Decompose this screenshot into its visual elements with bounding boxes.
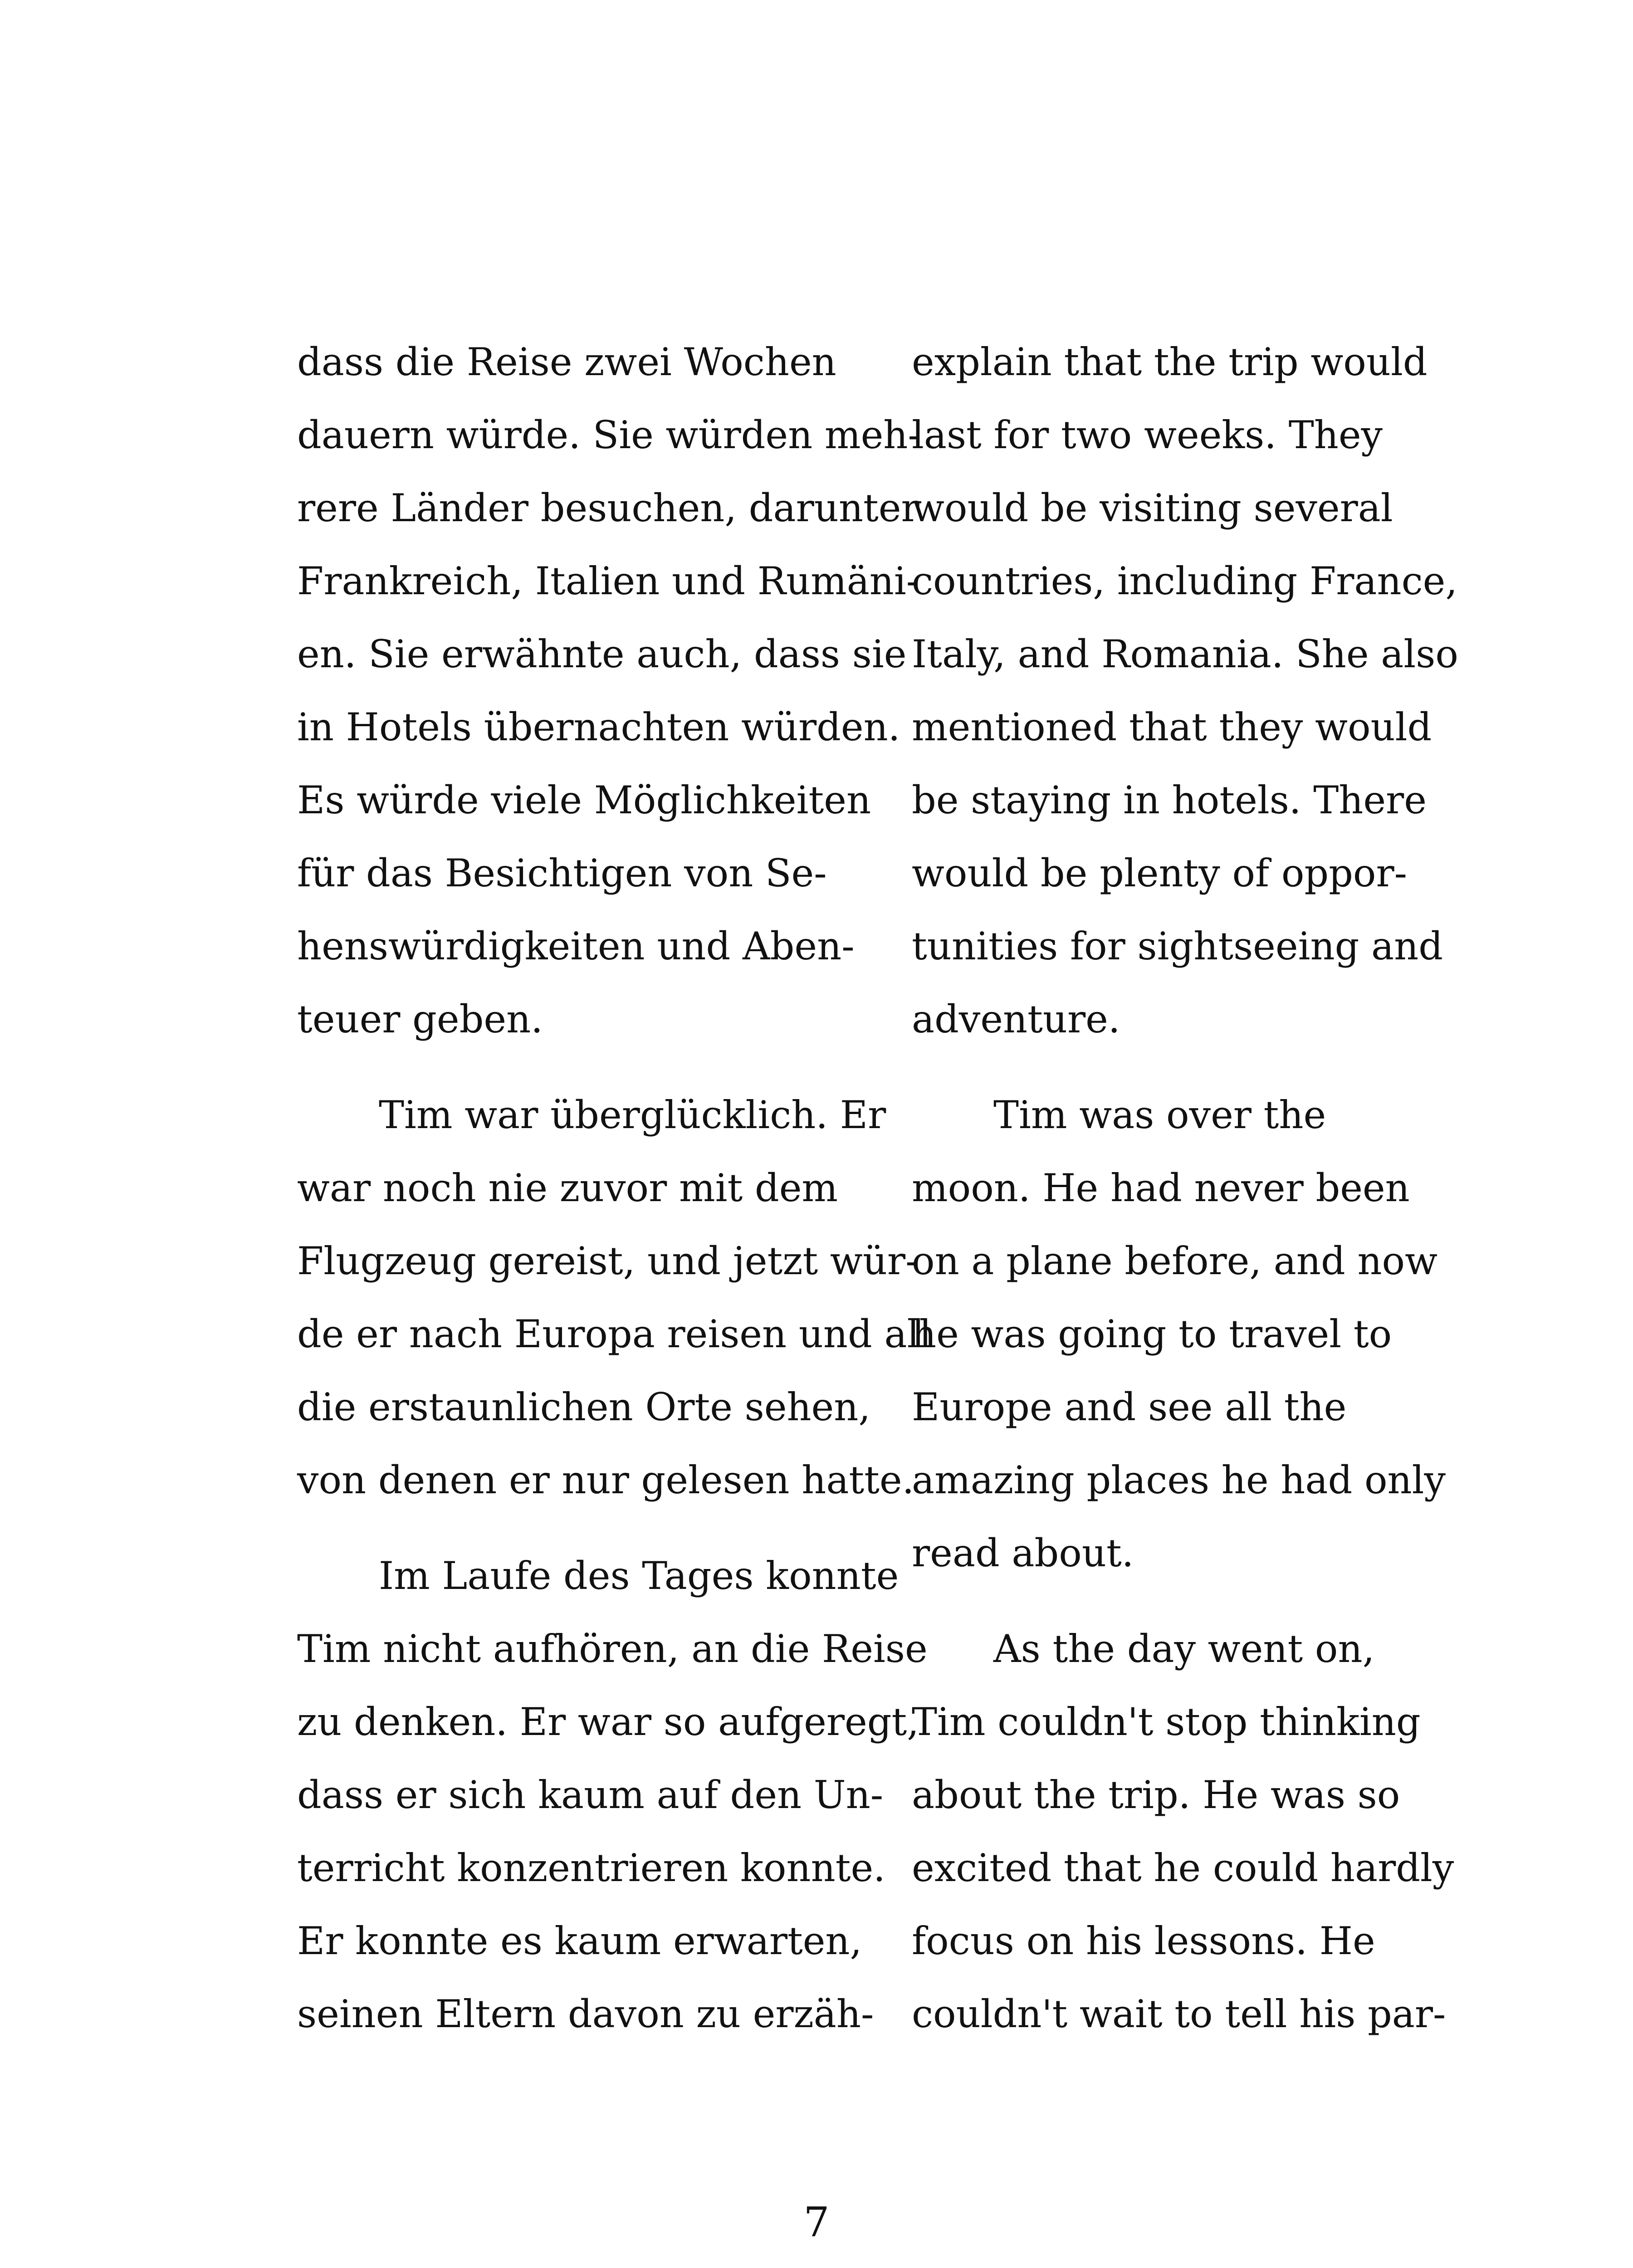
- text-line: Tim couldn't stop thinking: [912, 1700, 1421, 1744]
- text-line: Europe and see all the: [912, 1385, 1347, 1429]
- english-paragraph: [912, 1079, 1497, 1590]
- text-line: in Hotels übernachten würden.: [297, 705, 900, 749]
- text-line: moon. He had never been: [912, 1166, 1410, 1210]
- text-line: de er nach Europa reisen und all: [297, 1312, 932, 1356]
- text-line: Im Laufe des Tages konnte: [379, 1554, 899, 1598]
- text-line: teuer geben.: [297, 997, 543, 1041]
- bat-icon: [764, 2261, 946, 2268]
- text-line: Flugzeug gereist, und jetzt wür-: [297, 1239, 919, 1283]
- text-line: zu denken. Er war so aufgeregt,: [297, 1700, 919, 1744]
- text-line: henswürdigkeiten und Aben-: [297, 924, 855, 968]
- text-line: last for two weeks. They: [912, 413, 1383, 457]
- text-line: couldn't wait to tell his par-: [912, 1992, 1446, 2036]
- text-line: en. Sie erwähnte auch, dass sie: [297, 632, 907, 676]
- text-line: mentioned that they would: [912, 705, 1432, 749]
- text-line: As the day went on,: [993, 1627, 1375, 1671]
- text-line: excited that he could hardly: [912, 1846, 1454, 1890]
- text-line: focus on his lessons. He: [912, 1919, 1375, 1963]
- text-line: von denen er nur gelesen hatte.: [297, 1458, 914, 1502]
- text-line: explain that the trip would: [912, 340, 1428, 384]
- german-text-column: [297, 326, 932, 2073]
- text-line: Tim nicht aufhören, an die Reise: [297, 1627, 928, 1671]
- text-line: rere Länder besuchen, darunter: [297, 486, 919, 530]
- text-line: terricht konzentrieren konnte.: [297, 1846, 885, 1890]
- text-line: dauern würde. Sie würden meh-: [297, 413, 921, 457]
- text-line: dass die Reise zwei Wochen: [297, 340, 836, 384]
- text-line: be staying in hotels. There: [912, 778, 1427, 822]
- text-line: die erstaunlichen Orte sehen,: [297, 1385, 871, 1429]
- text-line: he was going to travel to: [912, 1312, 1392, 1356]
- text-line: adventure.: [912, 997, 1120, 1041]
- english-text-column: [912, 326, 1497, 2073]
- text-line: countries, including France,: [912, 559, 1458, 603]
- german-paragraph: [297, 326, 921, 1056]
- text-line: für das Besichtigen von Se-: [297, 851, 827, 895]
- english-paragraph: [912, 1613, 1497, 2051]
- text-line: amazing places he had only: [912, 1458, 1446, 1502]
- text-line: tunities for sightseeing and: [912, 924, 1443, 968]
- page-number: 7: [803, 2199, 830, 2246]
- german-paragraph: [297, 1540, 928, 2051]
- text-line: dass er sich kaum auf den Un-: [297, 1773, 884, 1817]
- german-paragraph: [297, 1079, 932, 1517]
- text-line: Frankreich, Italien und Rumäni-: [297, 559, 919, 603]
- text-line: Er konnte es kaum erwarten,: [297, 1919, 862, 1963]
- text-line: about the trip. He was so: [912, 1773, 1400, 1817]
- text-line: Tim war überglücklich. Er: [379, 1093, 886, 1137]
- text-line: would be visiting several: [912, 486, 1393, 530]
- text-line: Es würde viele Möglichkeiten: [297, 778, 871, 822]
- text-line: Tim was over the: [993, 1093, 1326, 1137]
- text-line: war noch nie zuvor mit dem: [297, 1166, 838, 1210]
- text-line: read about.: [912, 1531, 1134, 1575]
- text-line: on a plane before, and now: [912, 1239, 1438, 1283]
- text-line: would be plenty of oppor-: [912, 851, 1408, 895]
- english-paragraph: [912, 326, 1497, 1056]
- text-line: seinen Eltern davon zu erzäh-: [297, 1992, 874, 2036]
- text-line: Italy, and Romania. She also: [912, 632, 1458, 676]
